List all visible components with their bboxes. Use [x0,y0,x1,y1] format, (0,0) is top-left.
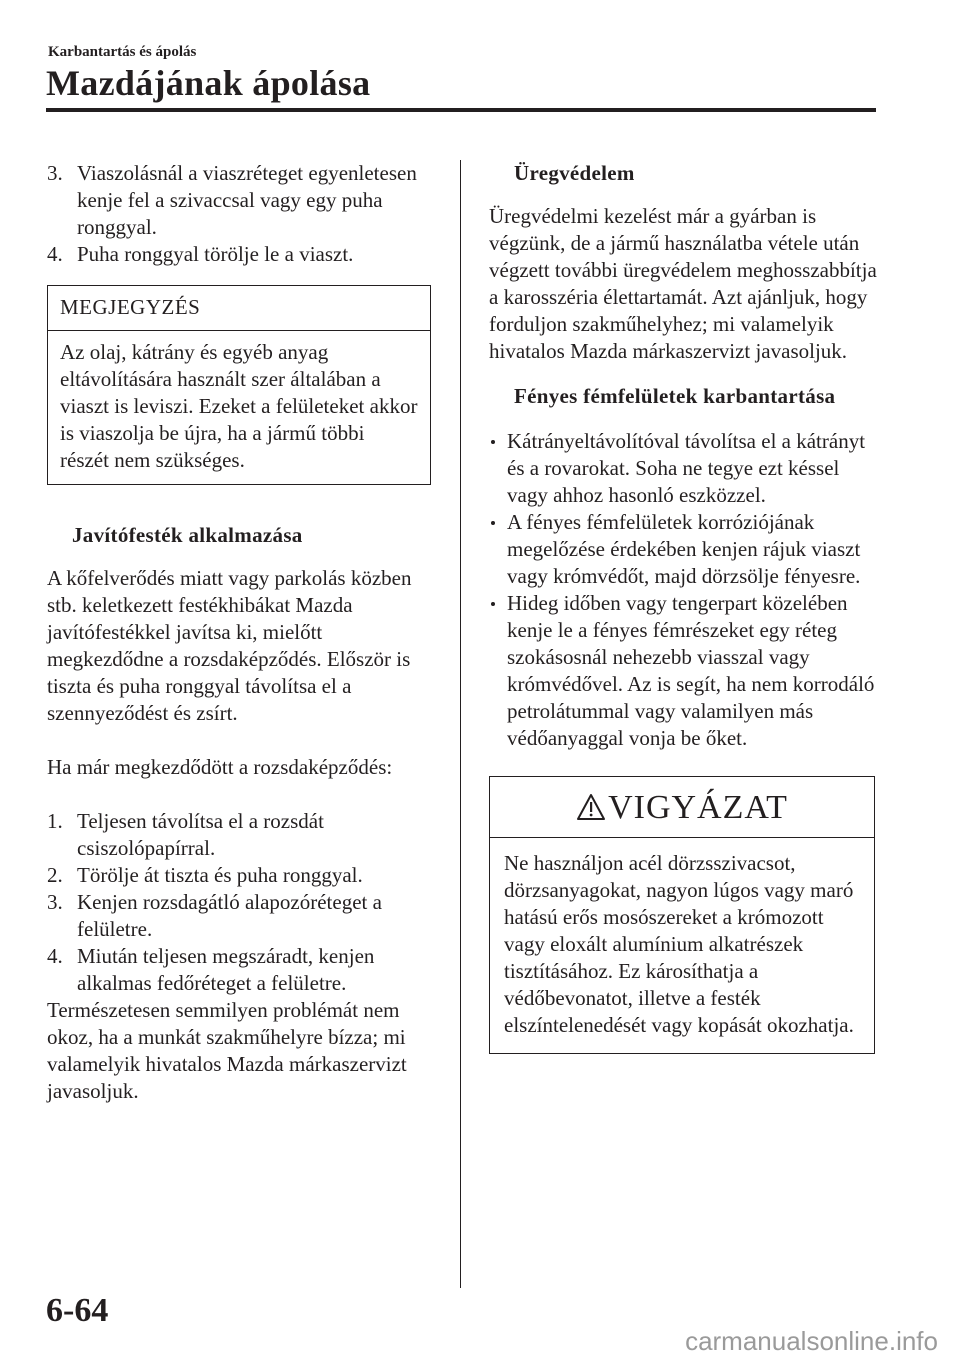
step-text: Miután teljesen megszáradt, kenjen alkalmas fedőréteget a felületre. [77,944,375,995]
bullet-dot-icon [491,440,495,444]
step-number: 3. [47,161,63,185]
left-column [47,160,437,1105]
note-body: Az olaj, kátrány és egyéb anyag eltávolítására használt szer általában a viaszt is leviszi. Ezeket a felületeket akkor is viaszolja be újra, ha a jármű többi részét nem szükséges. [60,340,418,472]
watermark: carmanualsonline.info [685,1326,938,1356]
warning-title: VIGYÁZAT [608,788,788,826]
list-item [47,160,437,241]
wax-steps [47,160,437,268]
chrome-bullets [489,428,879,752]
list-item [47,808,437,862]
list-item [47,943,437,997]
list-item [47,241,437,268]
warning-box [489,776,875,1054]
page-title: Mazdájának ápolása [46,63,371,103]
warning-header [490,777,874,838]
step-number: 1. [47,809,63,833]
title-rule [46,108,876,112]
touchup-paragraph: A kőfelverődés miatt vagy parkolás közben stb. keletkezett festékhibákat Mazda javítófestékkel javítsa ki, mielőtt megkezdődne a rozsdaképződés. Először is tiszta és puha ronggyal távolítsa el a szennyeződést és zsírt. [47,566,412,725]
cavity-heading: Üregvédelem [514,161,635,185]
list-item [47,862,437,889]
cavity-paragraph: Üregvédelmi kezelést már a gyárban is végzünk, de a jármű használatba vétele után végzett további üregvédelem meghosszabbítja a karosszéria élettartamát. Azt ajánljuk, hogy forduljon szakműhelyhez; mi valamelyik hivatalos Mazda márkaszervizt javasoljuk. [489,204,877,363]
step-text: Törölje át tiszta és puha ronggyal. [77,863,363,887]
step-number: 2. [47,863,63,887]
column-divider [460,160,461,1288]
section-label: Karbantartás és ápolás [48,44,197,60]
list-item [489,590,879,752]
bullet-dot-icon [491,521,495,525]
touchup-heading: Javítófesték alkalmazása [72,523,303,547]
step-number: 3. [47,890,63,914]
rust-intro-paragraph: Ha már megkezdődött a rozsdaképződés: [47,755,393,779]
chrome-heading: Fényes fémfelületek karbantartása [514,384,836,408]
bullet-text: Kátrányeltávolítóval távolítsa el a kátrányt és a rovarokat. Soha ne tegye ezt késsel vagy ahhoz hasonló eszközzel. [507,429,866,507]
note-box [47,285,431,485]
warning-triangle-icon [576,793,606,821]
bullet-text: Hideg időben vagy tengerpart közelében kenje le a fényes fémrészeket egy réteg szokásosnál nehezebb viasszal vagy krómvédővel. Az is segít, ha nem korrodáló petrolátummal vagy valamilyen más védőanyaggal vonja be őket. [507,591,875,750]
step-text: Kenjen rozsdagátló alapozóréteget a felületre. [77,890,382,941]
page-number: 6-64 [46,1292,109,1329]
note-title: MEGJEGYZÉS [48,286,430,331]
rust-steps [47,808,437,997]
warning-body: Ne használjon acél dörzsszivacsot, dörzsanyagokat, nagyon lúgos vagy maró hatású erős mosószereket a krómozott vagy eloxált alumínium alkatrészek tisztításához. Ez károsíthatja a védőbevonatot, illetve a festék elszíntelenedését vagy kopását okozhatja. [504,851,854,1037]
step-text: Teljesen távolítsa el a rozsdát csiszolópapírral. [77,809,324,860]
right-column [489,160,879,1054]
bullet-text: A fényes fémfelületek korróziójának megelőzése érdekében kenjen rájuk viaszt vagy krómvédőt, majd dörzsölje fényesre. [507,510,861,588]
step-text: Puha ronggyal törölje le a viaszt. [77,242,354,266]
step-number: 4. [47,944,63,968]
list-item [489,428,879,509]
step-number: 4. [47,242,63,266]
list-item [489,509,879,590]
workshop-paragraph: Természetesen semmilyen problémát nem okoz, ha a munkát szakműhelyre bízza; mi valamelyik hivatalos Mazda márkaszervizt javasoljuk. [47,998,407,1103]
list-item [47,889,437,943]
bullet-dot-icon [491,602,495,606]
step-text: Viaszolásnál a viaszréteget egyenletesen kenje fel a szivaccsal vagy egy puha ronggyal. [77,161,417,239]
